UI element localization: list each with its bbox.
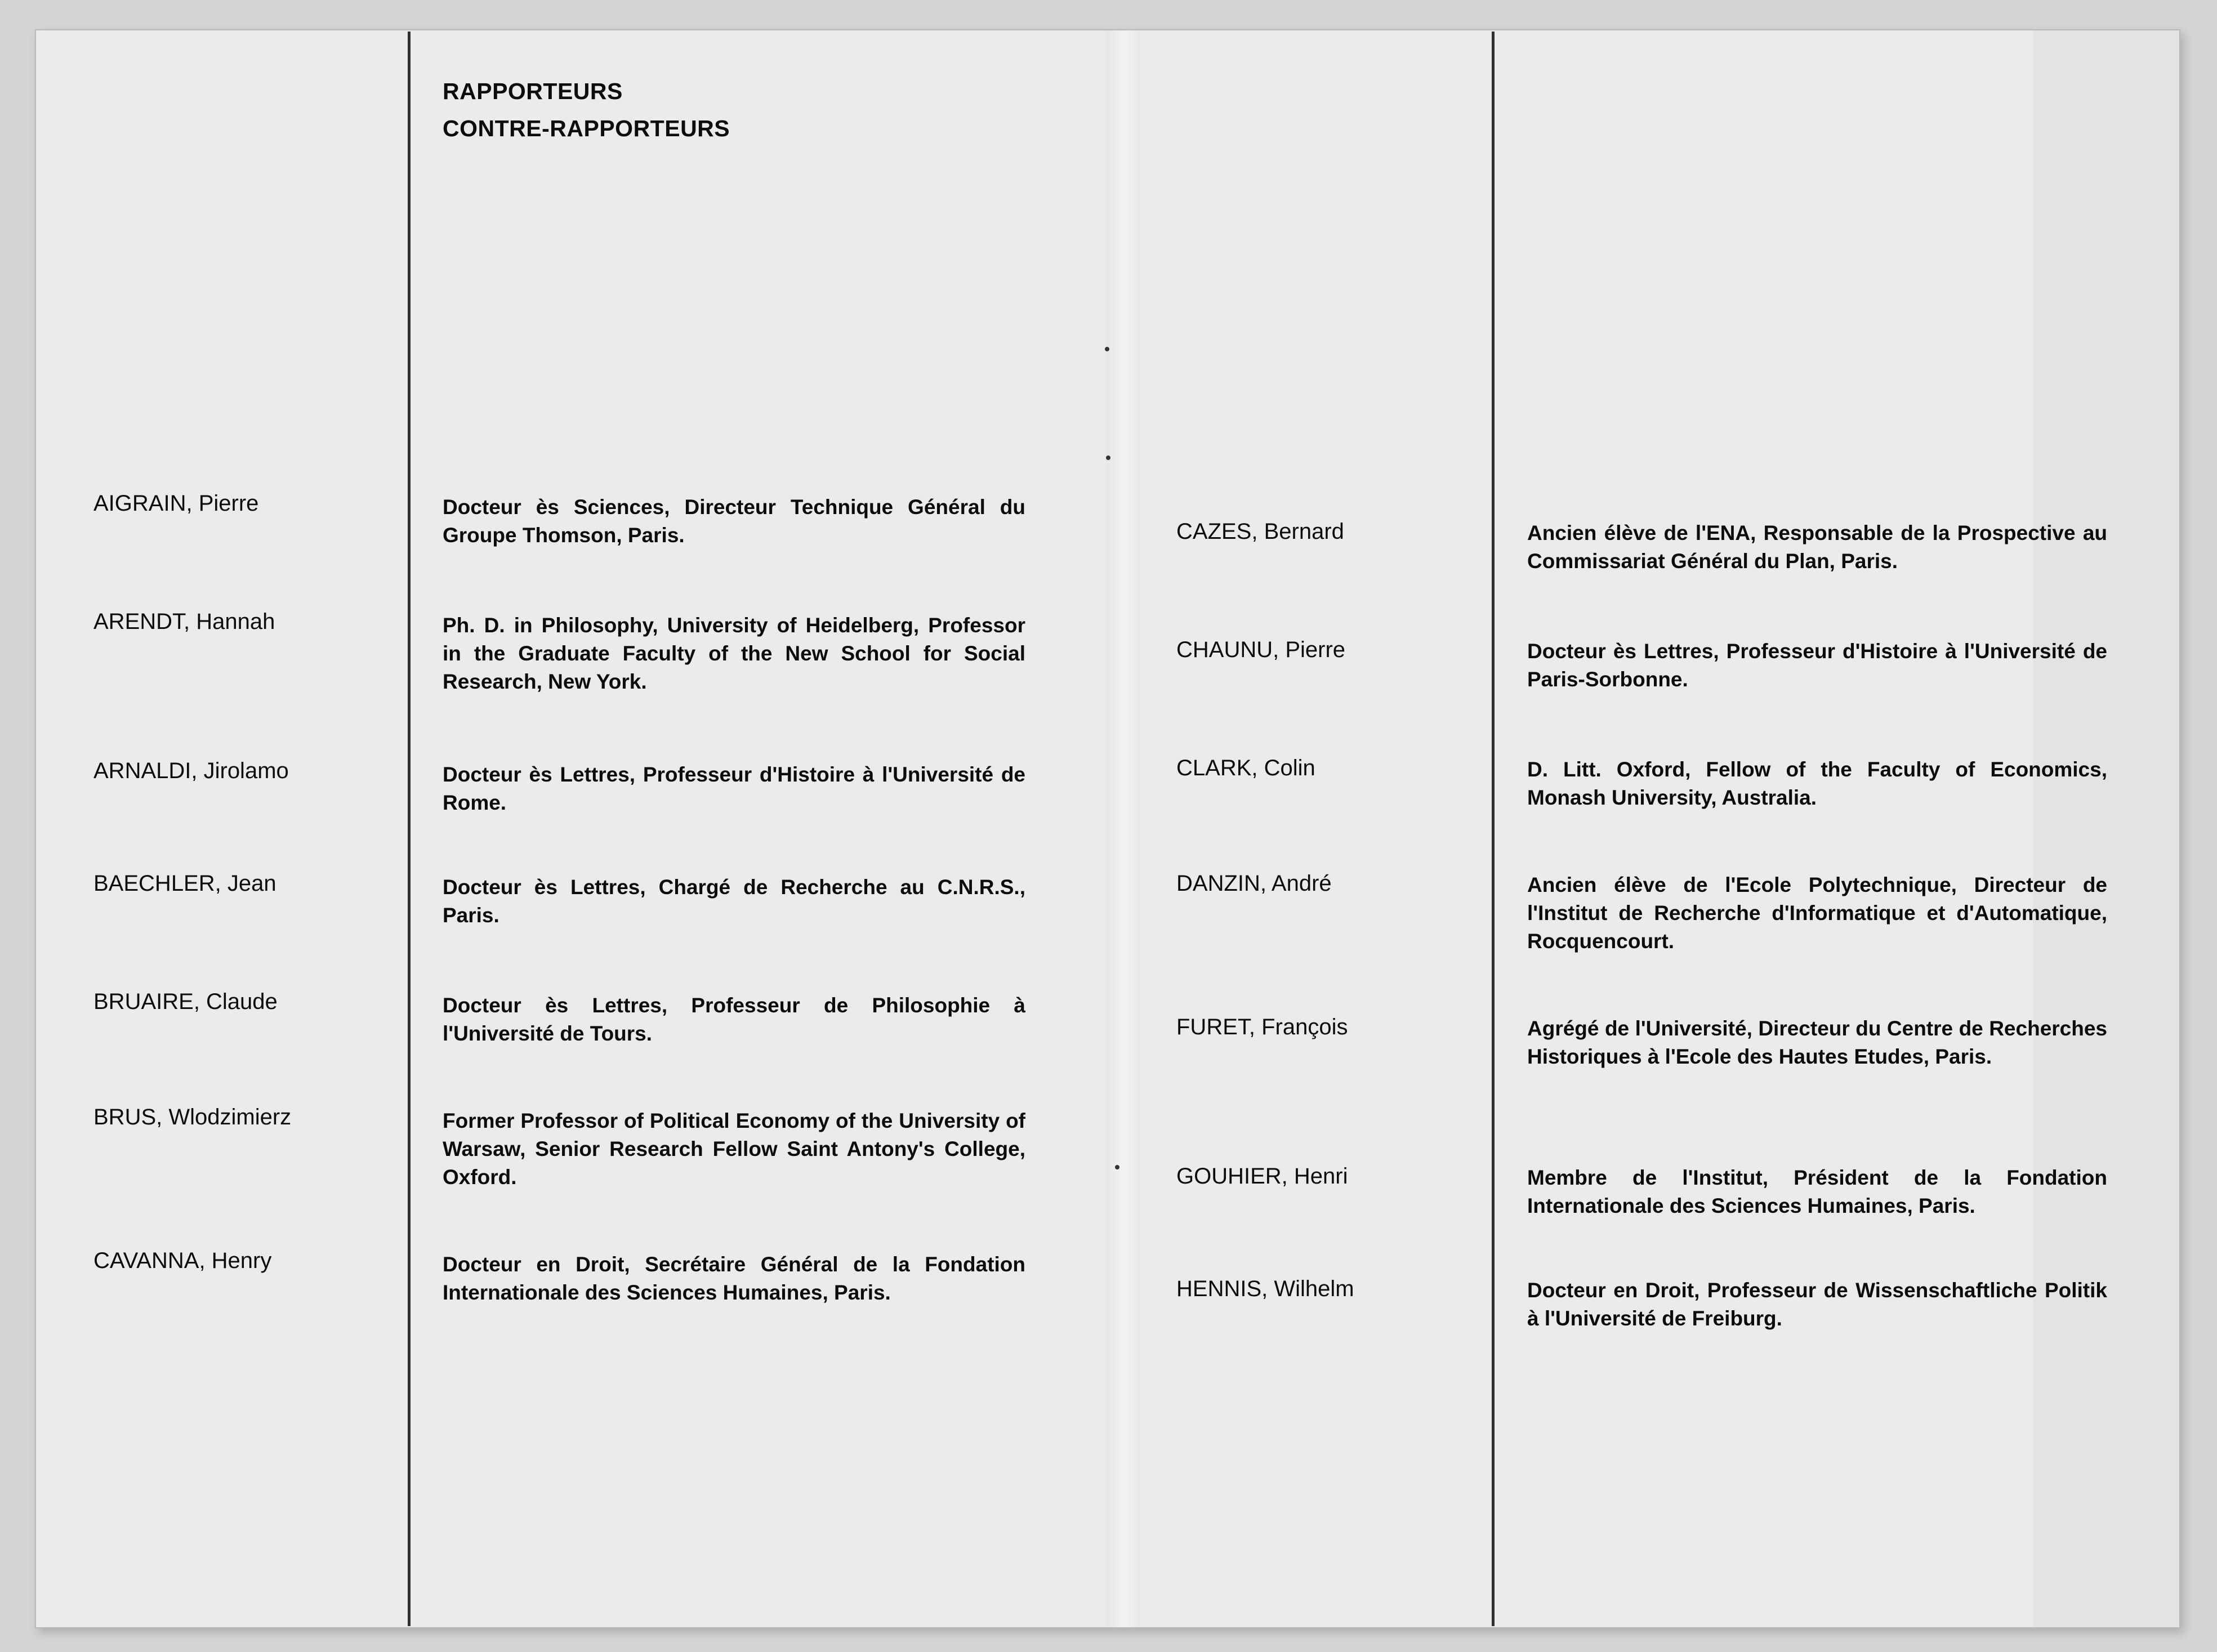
entry-description: Docteur en Droit, Professeur de Wissenschaftliche Politik à l'Université de Freiburg.	[1527, 1279, 2107, 1330]
entry-description: Ph. D. in Philosophy, University of Heidelberg, Professor in the Graduate Faculty of the New School for Social Research, New York.	[443, 614, 1025, 693]
entry-description: Docteur ès Sciences, Directeur Technique Général du Groupe Thomson, Paris.	[443, 495, 1025, 547]
heading-rapporteurs: RAPPORTEURS	[443, 78, 623, 104]
entry-description: Docteur ès Lettres, Chargé de Recherche au C.N.R.S., Paris.	[443, 876, 1025, 927]
entry-name: CAVANNA, Henry	[93, 1248, 272, 1273]
entry-description: Docteur ès Lettres, Professeur d'Histoire à l'Université de Rome.	[443, 763, 1025, 814]
entry-description: Docteur ès Lettres, Professeur d'Histoire à l'Université de Paris-Sorbonne.	[1527, 640, 2107, 691]
entry-description: Docteur en Droit, Secrétaire Général de la Fondation Internationale des Sciences Humaines, Paris.	[443, 1253, 1025, 1304]
heading-contre-rapporteurs: CONTRE-RAPPORTEURS	[443, 115, 730, 141]
entry-name: CAZES, Bernard	[1176, 519, 1344, 544]
entry-name: HENNIS, Wilhelm	[1176, 1276, 1354, 1301]
section-heading	[443, 73, 730, 147]
fold-mark	[1106, 456, 1110, 460]
entry-name: CLARK, Colin	[1176, 756, 1315, 780]
entry-description: Ancien élève de l'ENA, Responsable de la Prospective au Commissariat Général du Plan, Paris.	[1527, 521, 2107, 573]
fold-mark	[1105, 347, 1109, 351]
entry-description: D. Litt. Oxford, Fellow of the Faculty of Economics, Monash University, Australia.	[1527, 758, 2107, 809]
column-divider-left	[408, 32, 411, 1626]
entry-name: BAECHLER, Jean	[93, 871, 276, 896]
entry-name: GOUHIER, Henri	[1176, 1164, 1348, 1189]
page-fold	[1106, 30, 1140, 1627]
entry-name: CHAUNU, Pierre	[1176, 637, 1346, 662]
entry-name: ARNALDI, Jirolamo	[93, 758, 289, 783]
entry-name: ARENDT, Hannah	[93, 609, 275, 634]
entry-name: BRUS, Wlodzimierz	[93, 1105, 292, 1129]
document-page	[35, 29, 2180, 1628]
entry-description: Membre de l'Institut, Président de la Fondation Internationale des Sciences Humaines, Paris.	[1527, 1166, 2107, 1217]
fold-mark	[1115, 1165, 1119, 1169]
entry-name: FURET, François	[1176, 1015, 1348, 1039]
entry-name: AIGRAIN, Pierre	[93, 491, 259, 516]
column-divider-right	[1492, 32, 1495, 1626]
entry-description: Former Professor of Political Economy of the University of Warsaw, Senior Research Fellow Saint Antony's College, Oxford.	[443, 1109, 1025, 1189]
entry-description: Docteur ès Lettres, Professeur de Philosophie à l'Université de Tours.	[443, 994, 1025, 1045]
entry-name: BRUAIRE, Claude	[93, 989, 278, 1014]
entry-description: Ancien élève de l'Ecole Polytechnique, Directeur de l'Institut de Recherche d'Informatique et d'Automatique, Rocquencourt.	[1527, 873, 2107, 953]
entry-name: DANZIN, André	[1176, 871, 1332, 896]
entry-description: Agrégé de l'Université, Directeur du Centre de Recherches Historiques à l'Ecole des Hautes Etudes, Paris.	[1527, 1017, 2107, 1068]
page-edge-shade	[2033, 30, 2179, 1627]
